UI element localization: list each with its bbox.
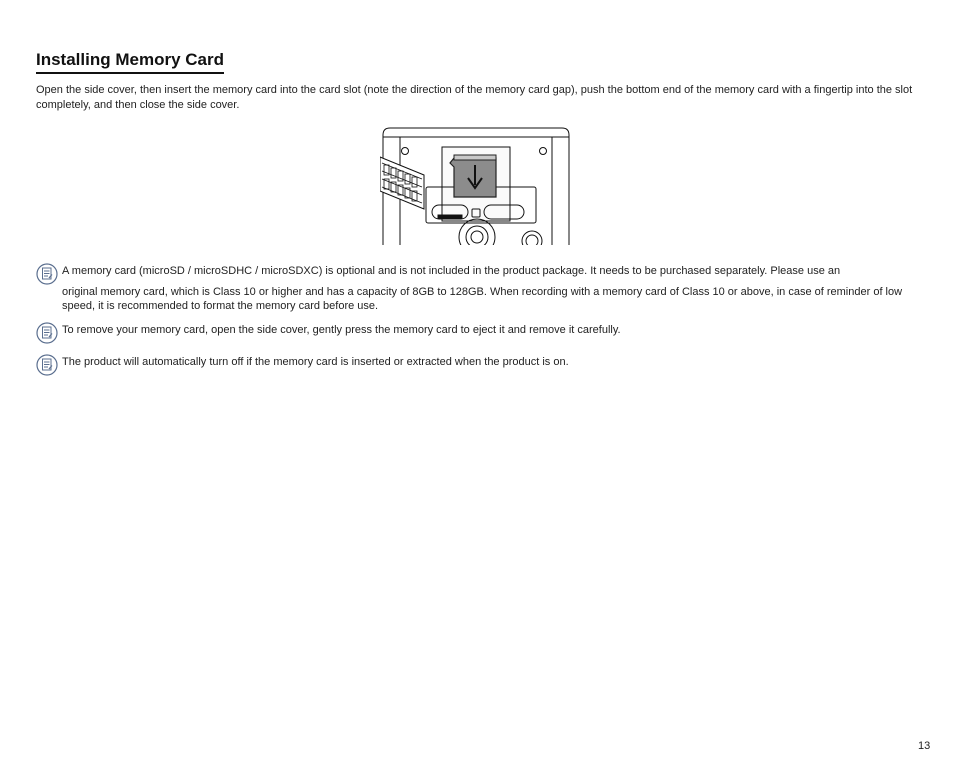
note-icon — [36, 354, 58, 376]
page-title: Installing Memory Card — [36, 50, 224, 74]
note-text: The product will automatically turn off if the memory card is inserted or extracted when the product is on. — [62, 356, 569, 368]
note-icon — [36, 322, 58, 344]
camera-card-slot-illustration — [380, 125, 572, 245]
note-item — [36, 264, 926, 314]
note-text-line1: A memory card (microSD / microSDHC / microSDXC) is optional and is not included in the product package. It needs to be purchased separately. Please use an — [62, 265, 841, 277]
note-item — [36, 355, 926, 370]
note-text-rest: original memory card, which is Class 10 or higher and has a capacity of 8GB to 128GB. When recording with a memory card of Class 10 or above, in case of reminder of low speed, it is recommended to format the memory card before use. — [62, 285, 903, 312]
note-text: To remove your memory card, open the side cover, gently press the memory card to eject it and remove it carefully. — [62, 324, 621, 336]
note-item — [36, 323, 926, 338]
note-icon — [36, 263, 58, 285]
intro-paragraph: Open the side cover, then insert the memory card into the card slot (note the direction of the memory card gap), push the bottom end of the memory card with a fingertip into the slot completely, and then close the side cover. — [36, 84, 913, 111]
page-number: 13 — [918, 740, 931, 752]
